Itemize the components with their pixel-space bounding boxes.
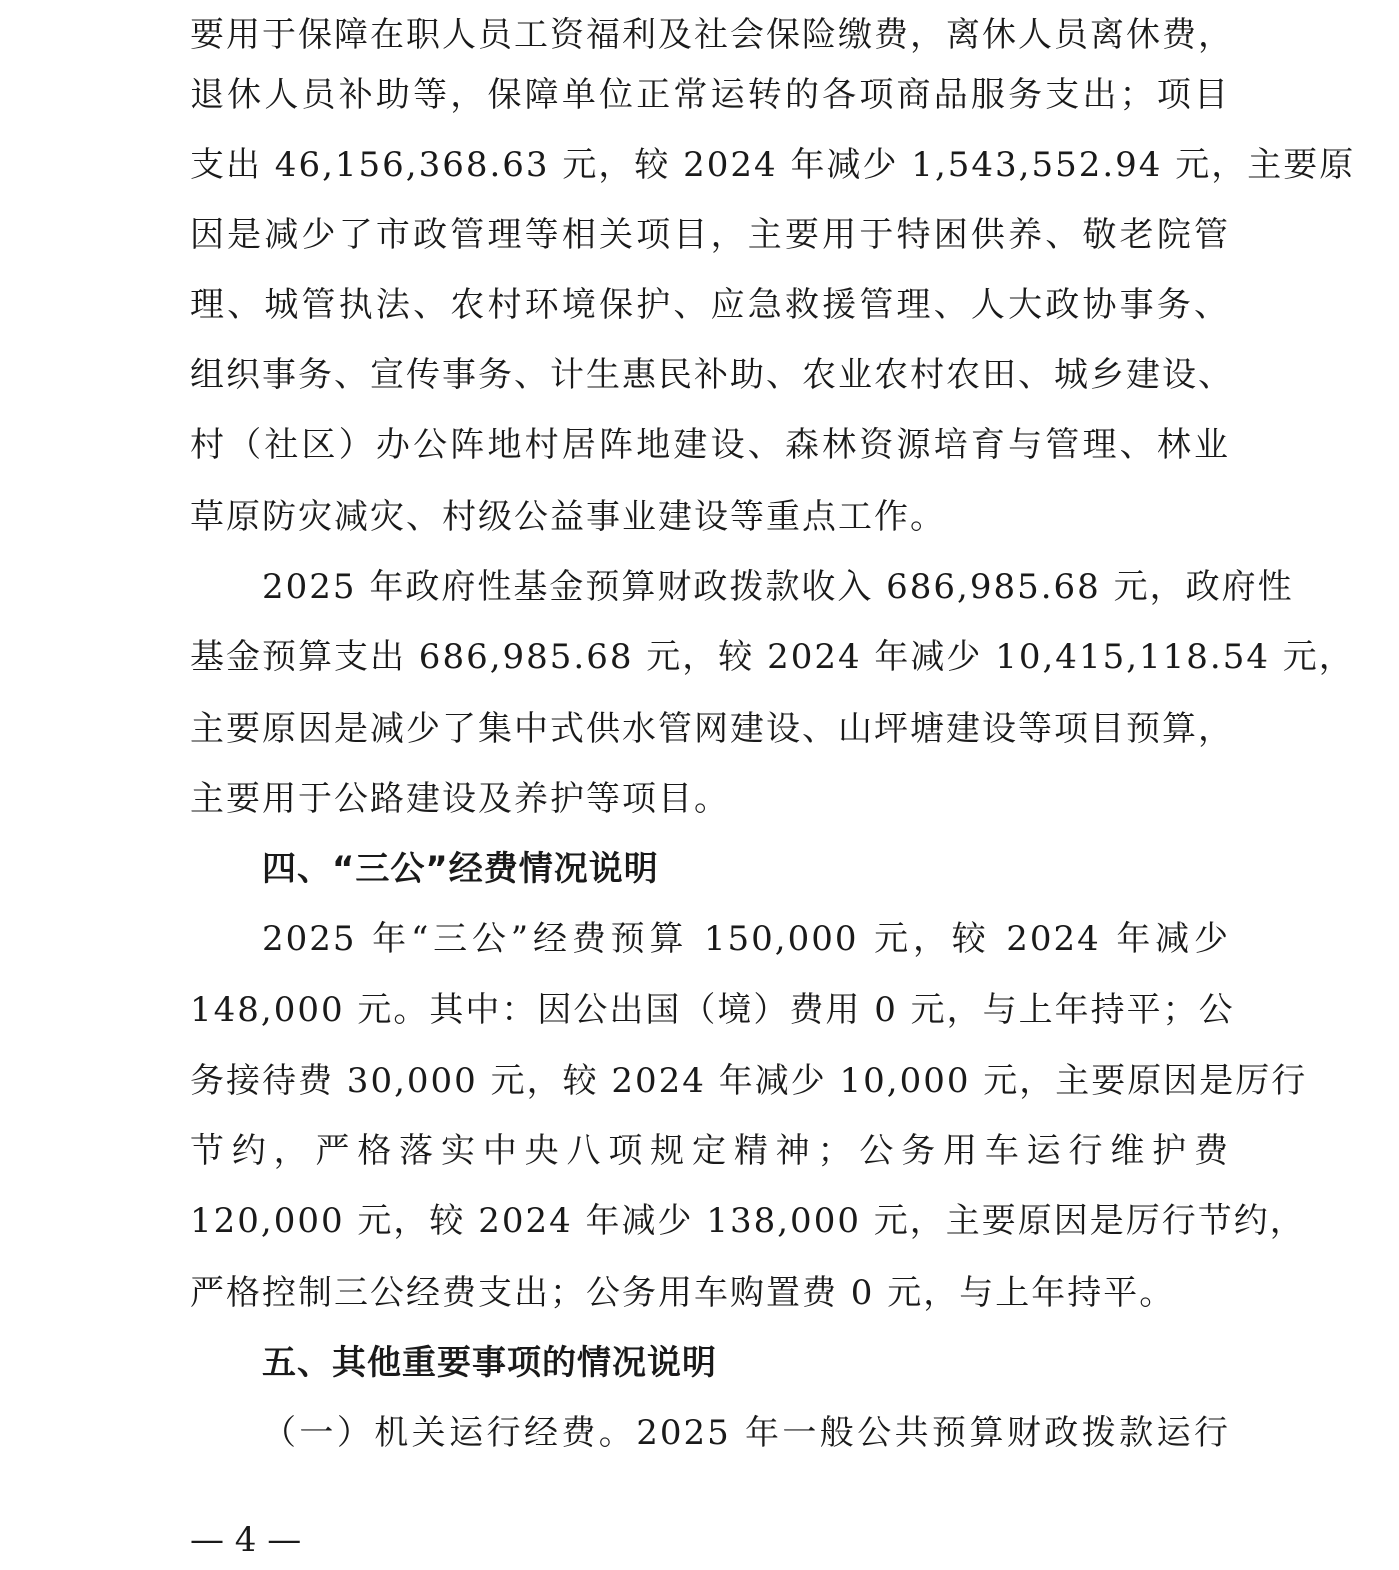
body-text-line: 村（社区）办公阵地村居阵地建设、森林资源培育与管理、林业 — [190, 425, 1230, 465]
body-text-line: 基金预算支出 686,985.68 元，较 2024 年减少 10,415,118.54 元， — [190, 637, 1355, 677]
body-text-line: 120,000 元，较 2024 年减少 138,000 元，主要原因是厉行节约， — [190, 1201, 1306, 1241]
body-text-line: （一）机关运行经费。2025 年一般公共预算财政拨款运行 — [262, 1413, 1230, 1453]
body-text-line: 理、城管执法、农村环境保护、应急救援管理、人大政协事务、 — [190, 285, 1230, 325]
body-text-line: 因是减少了市政管理等相关项目，主要用于特困供养、敬老院管 — [190, 215, 1230, 255]
body-text-line: 节约，严格落实中央八项规定精神；公务用车运行维护费 — [190, 1131, 1230, 1171]
body-text-line: 严格控制三公经费支出；公务用车购置费 0 元，与上年持平。 — [190, 1273, 1176, 1313]
body-text-line: 退休人员补助等，保障单位正常运转的各项商品服务支出；项目 — [190, 75, 1230, 115]
section-heading: 五、其他重要事项的情况说明 — [262, 1343, 717, 1383]
body-text-line: 要用于保障在职人员工资福利及社会保险缴费，离休人员离休费， — [190, 15, 1234, 55]
section-heading: 四、“三公”经费情况说明 — [262, 849, 659, 889]
body-text-line: 务接待费 30,000 元，较 2024 年减少 10,000 元，主要原因是厉行 — [190, 1061, 1308, 1101]
page-number: — 4 — — [190, 1520, 302, 1560]
body-text-line: 组织事务、宣传事务、计生惠民补助、农业农村农田、城乡建设、 — [190, 355, 1234, 395]
body-text-line: 主要用于公路建设及养护等项目。 — [190, 779, 730, 819]
body-text-line: 主要原因是减少了集中式供水管网建设、山坪塘建设等项目预算， — [190, 709, 1234, 749]
body-text-line: 2025 年政府性基金预算财政拨款收入 686,985.68 元，政府性 — [262, 567, 1294, 607]
body-text-line: 148,000 元。其中：因公出国（境）费用 0 元，与上年持平；公 — [190, 990, 1235, 1030]
body-text-line: 2025 年“三公”经费预算 150,000 元，较 2024 年减少 — [262, 919, 1230, 959]
body-text-line: 支出 46,156,368.63 元，较 2024 年减少 1,543,552.94 元，主要原 — [190, 145, 1356, 185]
body-text-line: 草原防灾减灾、村级公益事业建设等重点工作。 — [190, 497, 946, 537]
